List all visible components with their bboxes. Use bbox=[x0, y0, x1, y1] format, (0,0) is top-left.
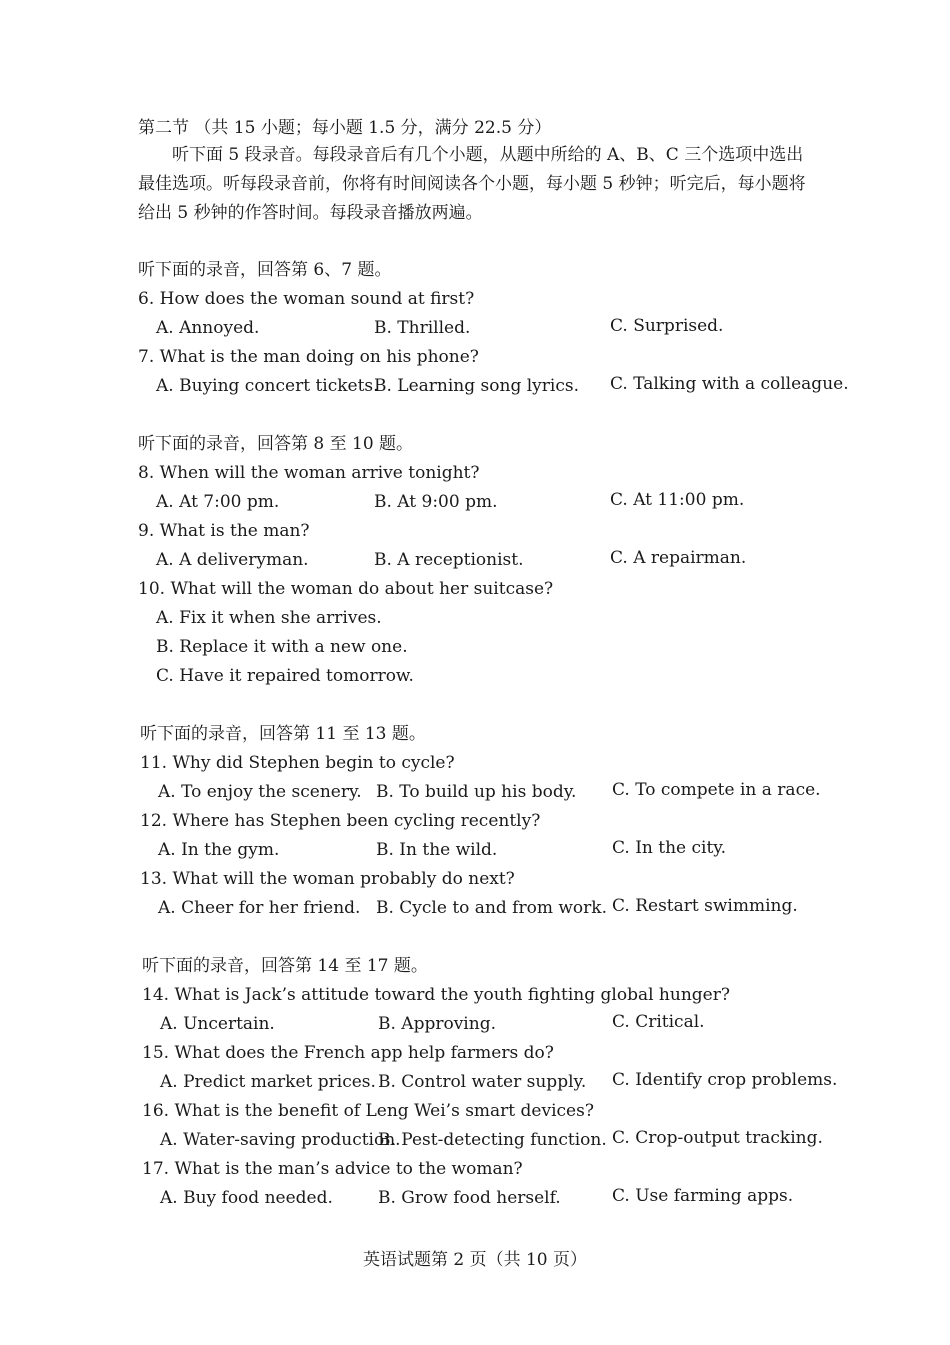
option-c: C. Restart swimming. bbox=[612, 896, 798, 916]
question-stem: 13. What will the woman probably do next? bbox=[140, 869, 515, 889]
group-header: 听下面的录音，回答第 8 至 10 题。 bbox=[138, 434, 414, 454]
question-stem: 7. What is the man doing on his phone? bbox=[138, 347, 479, 367]
option-c: C. In the city. bbox=[612, 838, 727, 858]
option-a: A. Water-saving production. bbox=[160, 1130, 401, 1150]
option-a: A. A deliveryman. bbox=[156, 550, 309, 570]
question-stem: 15. What does the French app help farmers do? bbox=[142, 1043, 554, 1063]
question-stem: 6. How does the woman sound at first? bbox=[138, 289, 475, 309]
instructions-text: 听下面 5 段录音。每段录音后有几个小题，从题中所给的 A、B、C 三个选项中选出最佳选项。听每段录音前，你将有时间阅读各个小题，每小题 5 秒钟；听完后，每小题将给出 5 秒钟的作答时间。每段录音播放两遍。 bbox=[138, 145, 806, 223]
option-a: A. At 7:00 pm. bbox=[156, 492, 280, 512]
option-c: C. Talking with a colleague. bbox=[610, 374, 849, 394]
option-b: B. Learning song lyrics. bbox=[374, 376, 579, 396]
question-stem: 16. What is the benefit of Leng Wei’s smart devices? bbox=[142, 1101, 594, 1121]
option-b: B. Control water supply. bbox=[378, 1072, 587, 1092]
question-stem: 14. What is Jack’s attitude toward the youth fighting global hunger? bbox=[142, 985, 730, 1005]
option-a: A. Cheer for her friend. bbox=[158, 898, 361, 918]
option-a: A. Annoyed. bbox=[156, 318, 260, 338]
option-c: C. Use farming apps. bbox=[612, 1186, 794, 1206]
option-a: A. Fix it when she arrives. bbox=[156, 608, 382, 628]
option-b: B. At 9:00 pm. bbox=[374, 492, 498, 512]
section-heading: 第二节 （共 15 小题；每小题 1.5 分，满分 22.5 分） bbox=[138, 118, 552, 138]
option-b: B. Approving. bbox=[378, 1014, 496, 1034]
option-b: B. Cycle to and from work. bbox=[376, 898, 607, 918]
option-b: B. To build up his body. bbox=[376, 782, 577, 802]
question-stem: 10. What will the woman do about her suitcase? bbox=[138, 579, 554, 599]
option-c: C. At 11:00 pm. bbox=[610, 490, 745, 510]
option-c: C. Surprised. bbox=[610, 316, 724, 336]
option-a: A. Buying concert tickets. bbox=[156, 376, 379, 396]
option-b: B. Pest-detecting function. bbox=[378, 1130, 607, 1150]
option-c: C. A repairman. bbox=[610, 548, 747, 568]
option-c: C. Crop-output tracking. bbox=[612, 1128, 823, 1148]
option-b: B. In the wild. bbox=[376, 840, 498, 860]
section-instructions bbox=[138, 141, 818, 228]
option-a: A. Predict market prices. bbox=[160, 1072, 376, 1092]
question-stem: 17. What is the man’s advice to the woman? bbox=[142, 1159, 523, 1179]
question-stem: 11. Why did Stephen begin to cycle? bbox=[140, 753, 455, 773]
group-header: 听下面的录音，回答第 11 至 13 题。 bbox=[140, 724, 426, 744]
option-b: B. A receptionist. bbox=[374, 550, 524, 570]
option-a: A. In the gym. bbox=[158, 840, 280, 860]
option-b: B. Thrilled. bbox=[374, 318, 471, 338]
option-c: C. Identify crop problems. bbox=[612, 1070, 838, 1090]
question-stem: 8. When will the woman arrive tonight? bbox=[138, 463, 480, 483]
option-b: B. Grow food herself. bbox=[378, 1188, 561, 1208]
option-a: A. Buy food needed. bbox=[160, 1188, 333, 1208]
option-c: C. Have it repaired tomorrow. bbox=[156, 666, 414, 686]
question-stem: 9. What is the man? bbox=[138, 521, 310, 541]
group-header: 听下面的录音，回答第 14 至 17 题。 bbox=[142, 956, 428, 976]
option-b: B. Replace it with a new one. bbox=[156, 637, 408, 657]
option-a: A. Uncertain. bbox=[160, 1014, 275, 1034]
group-header: 听下面的录音，回答第 6、7 题。 bbox=[138, 260, 392, 280]
page-footer: 英语试题第 2 页（共 10 页） bbox=[362, 1250, 588, 1270]
question-stem: 12. Where has Stephen been cycling recently? bbox=[140, 811, 541, 831]
option-c: C. To compete in a race. bbox=[612, 780, 821, 800]
option-a: A. To enjoy the scenery. bbox=[158, 782, 362, 802]
option-c: C. Critical. bbox=[612, 1012, 705, 1032]
